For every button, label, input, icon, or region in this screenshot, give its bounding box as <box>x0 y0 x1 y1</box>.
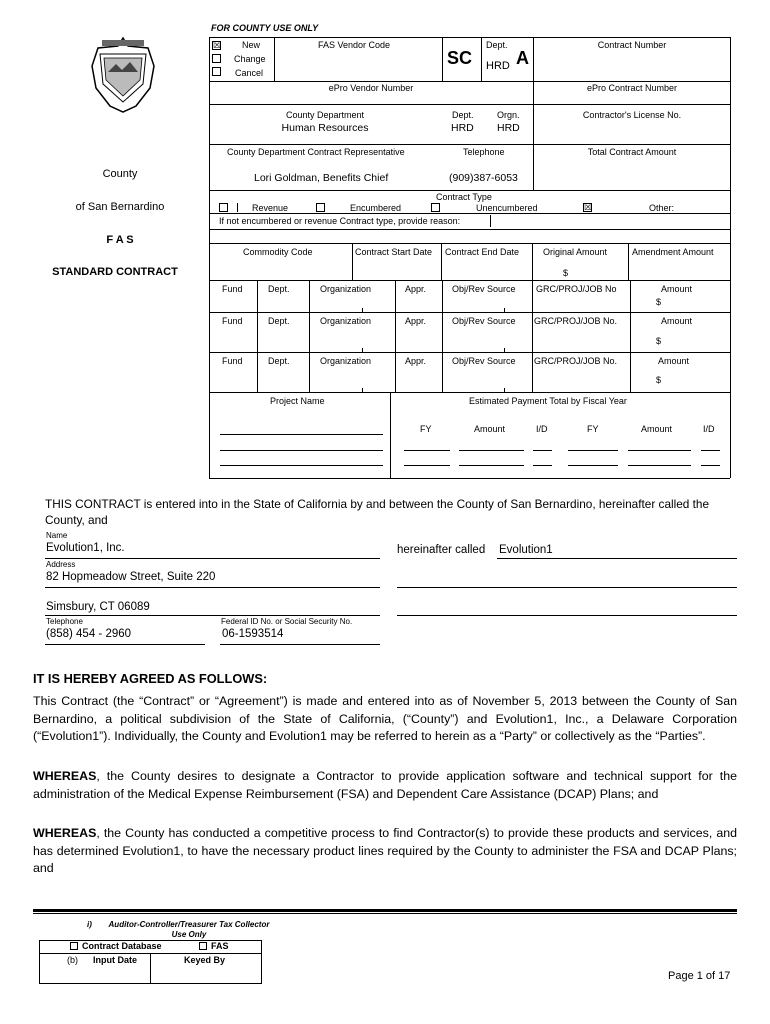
orgn-label: Orgn. <box>497 110 520 120</box>
encumbered-checkbox[interactable] <box>316 203 325 212</box>
dept-label: Dept. <box>486 40 508 50</box>
county-department-value: Human Resources <box>281 122 369 134</box>
revenue-checkbox[interactable] <box>219 203 228 212</box>
fund-label-2: Fund <box>222 316 243 326</box>
project-name-label: Project Name <box>270 396 325 406</box>
status-cancel-label: Cancel <box>235 68 264 78</box>
epro-contract-number-label: ePro Contract Number <box>586 83 678 93</box>
revenue-label: Revenue <box>252 203 289 213</box>
contract-database-checkbox[interactable] <box>70 942 78 950</box>
address-line-1: 82 Hopmeadow Street, Suite 220 <box>46 571 216 583</box>
address-label: Address <box>46 560 76 569</box>
encumbered-label: Encumbered <box>350 203 402 213</box>
county-seal <box>88 36 158 114</box>
title-standard-contract: STANDARD CONTRACT <box>52 266 178 278</box>
footer-rule <box>33 909 737 912</box>
contract-intro: THIS CONTRACT is entered into in the State of California by and between the County of San Bernardino, hereinafter called the County, and <box>45 497 710 527</box>
contractor-telephone: (858) 454 - 2960 <box>46 628 132 640</box>
not-encumbered-reason-label: If not encumbered or revenue Contract type, provide reason: <box>219 216 461 226</box>
cancel-checkbox[interactable] <box>212 67 221 76</box>
fas-vendor-code-label: FAS Vendor Code <box>318 40 391 50</box>
grc-label-2: GRC/PROJ/JOB No. <box>534 316 618 326</box>
new-checkbox[interactable]: ☒ <box>213 40 222 50</box>
organization-label-2: Organization <box>320 316 372 326</box>
title-county: County <box>102 168 138 180</box>
telephone-value: (909)387-6053 <box>449 172 518 184</box>
dept-label-row3: Dept. <box>268 356 290 366</box>
other-label: Other: <box>649 203 675 213</box>
paragraph-2 <box>33 768 737 803</box>
auditor-use-only: Auditor-Controller/Treasurer Tax Collector Use Only <box>108 920 270 939</box>
paragraph-1: This Contract (the “Contract” or “Agreement”) is made and entered into as of November 5, 2013 between the County of San Bernardino, a political subdivision of the State of California, (“County”) and Evolution1, Inc., a Delaware Corporation (“Evolution1”). Individually, the County and Evolution1 may be referred to herein as a “Party” or collectively as the “Parties”. <box>33 694 737 743</box>
contract-type-label: Contract Type <box>436 192 492 202</box>
input-date-label: Input Date <box>93 955 137 965</box>
amount-label-2: Amount <box>661 316 693 326</box>
grc-label-3: GRC/PROJ/JOB No. <box>534 356 618 366</box>
orgn-value: HRD <box>497 122 520 134</box>
contractor-name: Evolution1, Inc. <box>46 542 125 554</box>
obj-rev-label-1: Obj/Rev Source <box>452 284 516 294</box>
county-use-only-label: FOR COUNTY USE ONLY <box>211 23 319 33</box>
original-amount-label: Original Amount <box>543 247 608 257</box>
end-date-label: Contract End Date <box>445 247 520 257</box>
dept-label-row2: Dept. <box>268 316 290 326</box>
obj-rev-label-2: Obj/Rev Source <box>452 316 516 326</box>
status-change-label: Change <box>234 54 266 64</box>
hereinafter-value: Evolution1 <box>499 544 553 556</box>
fund-label-3: Fund <box>222 356 243 366</box>
commodity-code-label: Commodity Code <box>243 247 313 257</box>
address-line-2: Simsbury, CT 06089 <box>46 601 150 613</box>
amendment-amount-label: Amendment Amount <box>632 247 714 257</box>
organization-label-1: Organization <box>320 284 372 294</box>
county-department-label: County Department <box>285 110 365 120</box>
rep-label: County Department Contract Representative <box>227 147 405 157</box>
total-contract-amount-label: Total Contract Amount <box>587 147 677 157</box>
agreement-heading: IT IS HEREBY AGREED AS FOLLOWS: <box>33 671 268 686</box>
roman-i: i) <box>87 920 92 929</box>
dept-label-2: Dept. <box>452 110 474 120</box>
epro-vendor-number-label: ePro Vendor Number <box>328 83 414 93</box>
whereas-2: WHEREAS <box>33 826 97 840</box>
page-number: Page 1 of 17 <box>668 970 731 982</box>
telephone-label: Telephone <box>463 147 505 157</box>
fas-checkbox[interactable] <box>199 942 207 950</box>
contract-database-label: Contract Database <box>82 941 162 951</box>
rep-value: Lori Goldman, Benefits Chief <box>254 172 389 184</box>
id-label-2: I/D <box>703 424 715 434</box>
telephone-label-party: Telephone <box>46 617 83 626</box>
fy-label-1: FY <box>420 424 432 434</box>
sc-code: SC <box>447 48 473 68</box>
paragraph-3 <box>33 825 737 878</box>
hereinafter-label: hereinafter called <box>397 544 486 556</box>
original-amount-dollar: $ <box>563 268 569 278</box>
whereas-1: WHEREAS <box>33 769 97 783</box>
paragraph-3-text: , the County has conducted a competitive process to find Contractor(s) to provide these products and services, and has determined Evolution1, to have the necessary product lines required by the County to administer the FSA and DCAP Plans; and <box>33 826 737 875</box>
fed-id-label: Federal ID No. or Social Security No. <box>221 617 353 626</box>
fas-footer-label: FAS <box>211 941 229 951</box>
status-new-label: New <box>242 40 261 50</box>
fy-amount-label-1: Amount <box>474 424 506 434</box>
title-san-bernardino: of San Bernardino <box>75 201 165 213</box>
dept-value: HRD <box>451 122 474 134</box>
fy-label-2: FY <box>587 424 599 434</box>
organization-label-3: Organization <box>320 356 372 366</box>
fy-amount-label-2: Amount <box>641 424 673 434</box>
change-checkbox[interactable] <box>212 54 221 63</box>
appr-label-1: Appr. <box>405 284 427 294</box>
amount-dollar-1: $ <box>656 297 662 307</box>
hrd-code: HRD <box>486 60 510 72</box>
grc-label-1: GRC/PROJ/JOB No <box>536 284 617 294</box>
keyed-by-label: Keyed By <box>184 955 226 965</box>
b-label: (b) <box>67 955 78 965</box>
contractors-license-label: Contractor's License No. <box>582 110 682 120</box>
appr-label-2: Appr. <box>405 316 427 326</box>
start-date-label: Contract Start Date <box>355 247 433 257</box>
id-label-1: I/D <box>536 424 548 434</box>
unencumbered-label: Unencumbered <box>476 203 538 213</box>
fund-label-1: Fund <box>222 284 243 294</box>
title-fas: F A S <box>106 234 134 246</box>
a-code: A <box>516 48 529 68</box>
contract-number-label: Contract Number <box>597 40 667 50</box>
obj-rev-label-3: Obj/Rev Source <box>452 356 516 366</box>
name-label: Name <box>46 531 68 540</box>
amount-dollar-2: $ <box>656 336 662 346</box>
dept-label-row1: Dept. <box>268 284 290 294</box>
estimated-payment-label: Estimated Payment Total by Fiscal Year <box>469 396 627 406</box>
amount-label-3: Amount <box>658 356 690 366</box>
unencumbered-checkbox[interactable] <box>431 203 440 212</box>
paragraph-2-text: , the County desires to designate a Contractor to provide application software and technical support for the administration of the Medical Expense Reimbursement (FSA) and Dependent Care Assistance (DCAP) Plans; and <box>33 769 737 801</box>
other-checkbox[interactable]: ☒ <box>584 202 593 212</box>
amount-dollar-3: $ <box>656 375 662 385</box>
amount-label-1: Amount <box>661 284 693 294</box>
appr-label-3: Appr. <box>405 356 427 366</box>
fed-id-value: 06-1593514 <box>222 628 284 640</box>
